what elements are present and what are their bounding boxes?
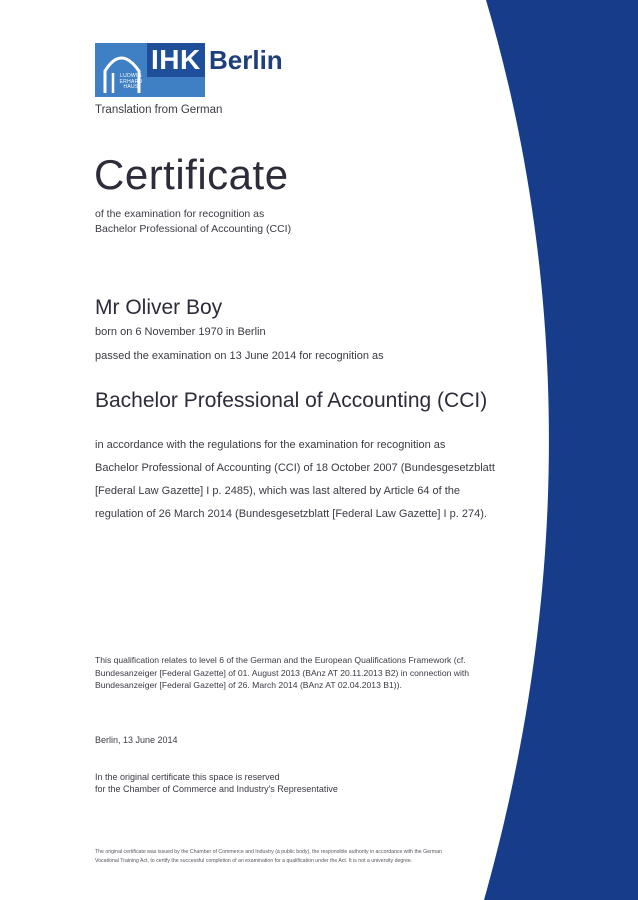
regulation-line: regulation of 26 March 2014 (Bundesgesetzblatt [Federal Law Gazette] I p. 274). bbox=[95, 508, 487, 520]
logo-house-name: LUDWIG ERHARD HAUS bbox=[119, 73, 143, 90]
footer-line: The original certificate was issued by the Chamber of Commerce and Industry (a public body), the responsible authority in accordance with the German bbox=[95, 849, 442, 855]
framework-line: This qualification relates to level 6 of the German and the European Qualifications Framework (cf. bbox=[95, 655, 466, 665]
certificate-subtitle bbox=[95, 207, 475, 236]
regulation-paragraph bbox=[95, 434, 495, 526]
certificate-title: Certificate bbox=[94, 151, 289, 198]
footer-disclaimer bbox=[95, 848, 442, 866]
footer-line: Vocational Training Act, to certify the successful completion of an examination for a qualification under the Act. It is not a university degree. bbox=[95, 858, 413, 864]
logo-city-name: Berlin bbox=[209, 45, 283, 75]
qualification-title: Bachelor Professional of Accounting (CCI) bbox=[95, 389, 488, 412]
subtitle-line: of the examination for recognition as bbox=[95, 208, 265, 220]
place-and-date: Berlin, 13 June 2014 bbox=[95, 735, 178, 745]
framework-line: Bundesanzeiger [Federal Gazette] of 26. March 2014 (BAnz AT 02.04.2013 B1)). bbox=[95, 680, 402, 690]
qualifications-framework-paragraph bbox=[95, 654, 495, 692]
logo-ihk-text: IHK bbox=[151, 44, 201, 75]
reserved-line: for the Chamber of Commerce and Industry's Representative bbox=[95, 783, 338, 794]
recipient-name: Mr Oliver Boy bbox=[95, 296, 223, 319]
signature-reserved-note bbox=[95, 772, 338, 795]
framework-line: Bundesanzeiger [Federal Gazette] of 01. August 2013 (BAnz AT 20.11.2013 B2) in connection with bbox=[95, 667, 470, 678]
ihk-logo bbox=[95, 43, 203, 97]
reserved-line: In the original certificate this space is reserved bbox=[95, 772, 280, 782]
birth-details: born on 6 November 1970 in Berlin bbox=[95, 326, 266, 338]
regulation-line: [Federal Law Gazette] I p. 2485), which was last altered by Article 64 of the bbox=[95, 485, 461, 497]
subtitle-line: Bachelor Professional of Accounting (CCI) bbox=[95, 222, 292, 235]
regulation-line: Bachelor Professional of Accounting (CCI) of 18 October 2007 (Bundesgesetzblatt bbox=[95, 462, 495, 474]
exam-passed-statement: passed the examination on 13 June 2014 for recognition as bbox=[95, 350, 384, 362]
translation-note: Translation from German bbox=[95, 104, 223, 116]
regulation-line: in accordance with the regulations for the examination for recognition as bbox=[95, 439, 446, 451]
